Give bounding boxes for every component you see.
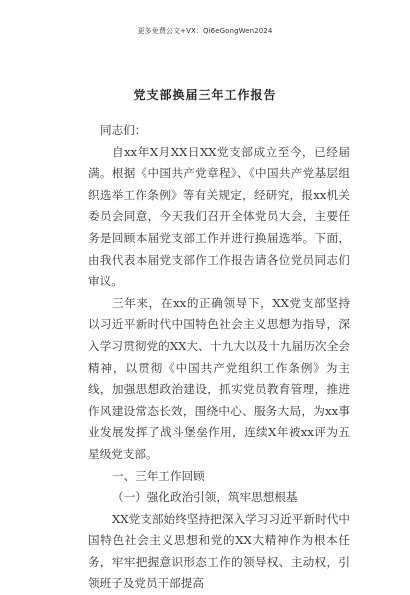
document-body	[88, 120, 350, 595]
document-title: 党支部换届三年工作报告	[133, 88, 277, 102]
subsection-heading: （一）强化政治引领，筑牢思想根基	[112, 490, 298, 505]
header-note: 更多免费公文+VX：Qi6eGongWen2024	[137, 27, 273, 35]
paragraph-3: XX党支部始终坚持把深入学习习近平新时代中国特色社会主义思想和党的XX大精神作为根本任务，牢牢把握意识形态工作的领导权、主动权，引领班子及党员干部提高	[88, 511, 350, 591]
paragraph-1: 自xx年X月XX日XX党支部成立至今，已经届满。根据《中国共产党章程》、《中国共产党基层组织选举工作条例》等有关规定，经研究，报xx机关委员会同意，今天我们召开全体党员大会，主要任务是回顾本届党支部工作并进行换届选举。下面，由我代表本届党支部作工作报告请各位党员同志们审议。	[88, 144, 350, 289]
paragraph-2: 三年来，在xx的正确领导下，XX党支部坚持以习近平新时代中国特色社会主义思想为指导，深入学习贯彻党的XX大、十九大以及十九届历次全会精神，以贯彻《中国共产党组织工作条例》为主线，加强思想政治建设，抓实党员教育管理，推进作风建设常态长效，围绕中心、服务大局，为xx事业发展发挥了战斗堡垒作用，连续X年被xx评为五星级党支部。	[88, 295, 350, 461]
section-heading: 一、三年工作回顾	[112, 468, 205, 483]
salutation: 同志们：	[100, 123, 147, 137]
